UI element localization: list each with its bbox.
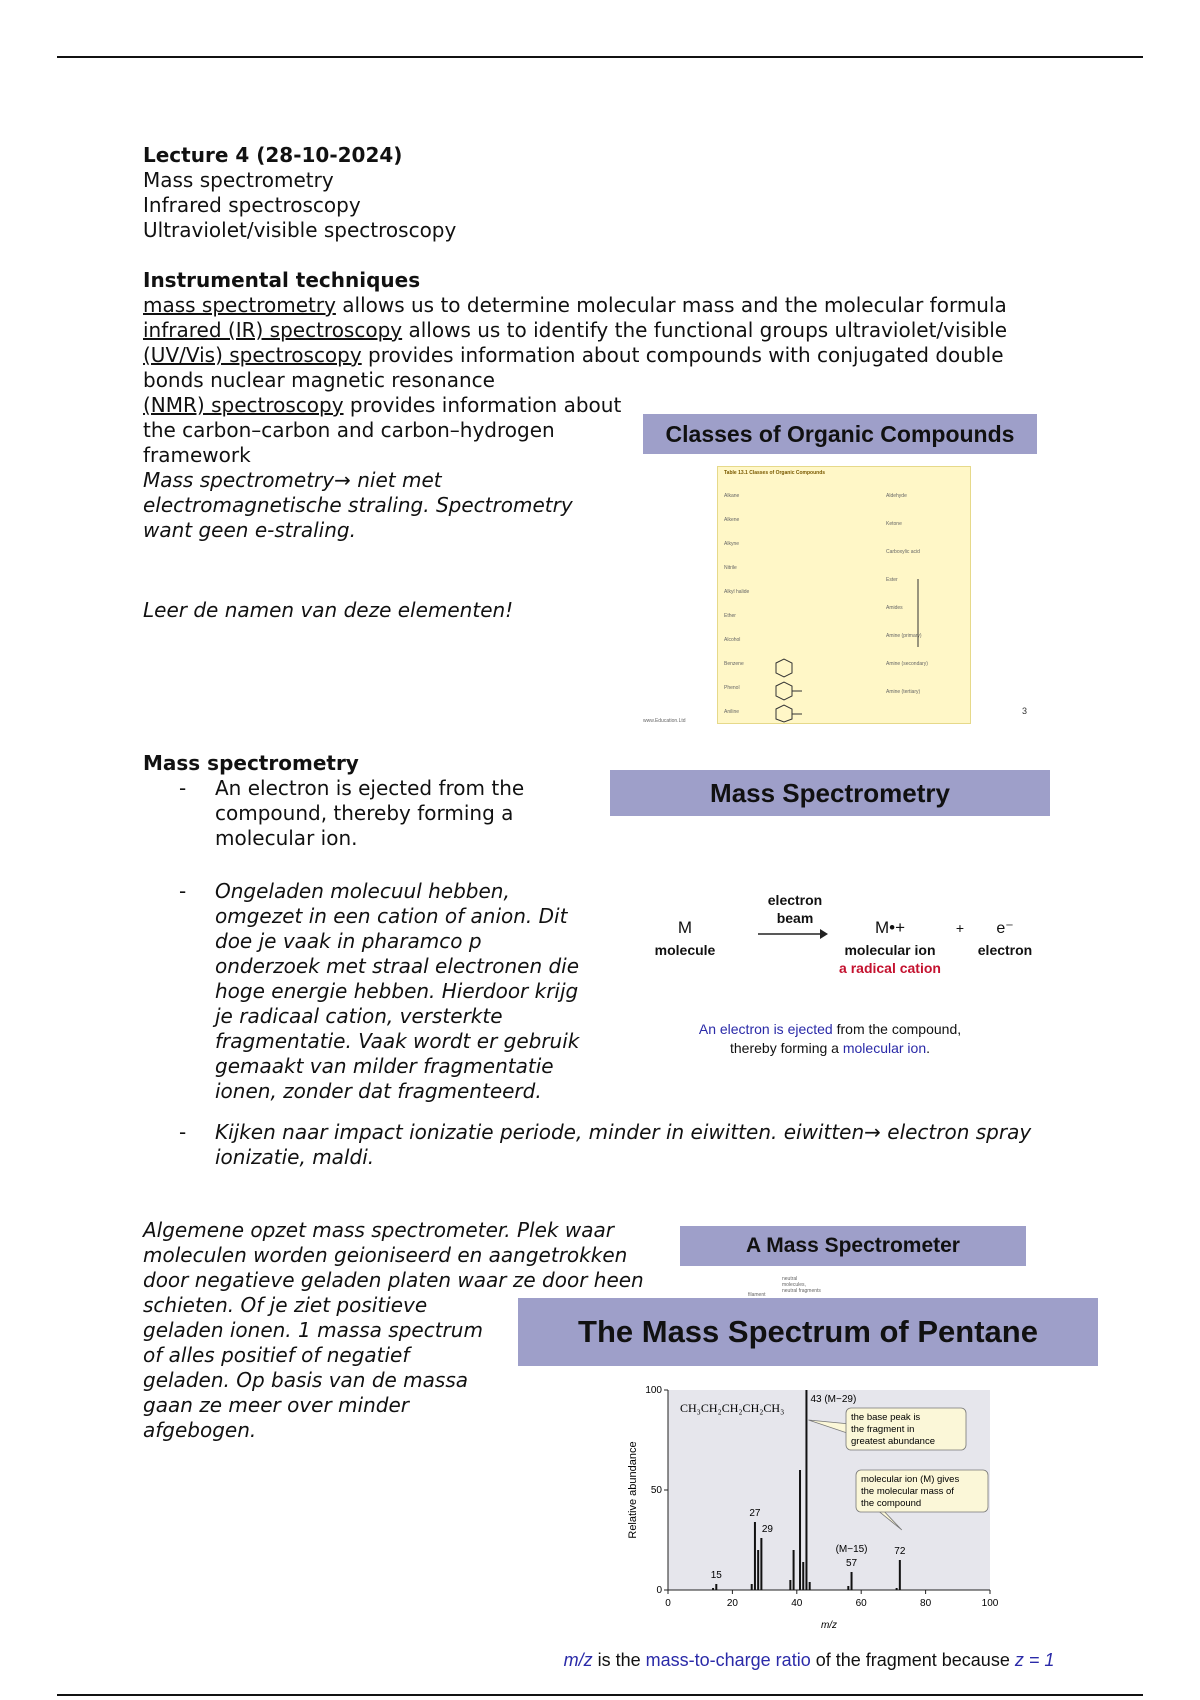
pentane-formula: CH₃CH₂CH₂CH₂CH₃ (680, 1401, 785, 1415)
molecule-symbol: M (677, 918, 693, 937)
classes-row-label: Amine (secondary) (886, 661, 928, 667)
topic-item: Mass spectrometry (143, 168, 334, 192)
instrumental-line: (NMR) spectroscopy provides information about (143, 393, 622, 417)
classes-row-label: Alcohol (724, 637, 741, 643)
bullet-item-wide (143, 1120, 1083, 1170)
classes-row-label: Benzene (724, 661, 744, 667)
classes-row-label: Ketone (886, 521, 902, 527)
classes-row-label: Alkene (724, 517, 740, 523)
ms-slide-title: Mass Spectrometry (610, 770, 1050, 816)
bullet-item: - Ongeladen molecuul hebben, omgezet in een cation of anion. Dit doe je vaak in pharamco p onderzoek met straal electronen die hoge energie hebben. Hierdoor krijg je radicaal cation, versterkte fragmentatie. Vaak wordt er gebruik gemaakt van milder fragmentatie ionen, zonder dat fragmenteerd. (179, 879, 580, 1103)
peak-label: 15 (710, 1570, 722, 1581)
setup-text: Algemene opzet mass spectrometer. Plek waar moleculen worden geioniseerd en aangetrokken door negatieve geladen platen waar ze door heen schieten. Of je ziet positieve geladen ionen. 1 massa spectrum of alles positief of negatief geladen. Op basis van de massa gaan ze meer over minder afgebogen. (143, 1218, 644, 1442)
spectrometer-tiny-label: neutral (782, 1276, 798, 1282)
y-tick-label: 50 (650, 1485, 662, 1496)
x-tick-label: 20 (726, 1598, 738, 1609)
radical-cation-label: a radical cation (839, 960, 941, 976)
electron-label: electron (977, 942, 1033, 958)
classes-row-label: Carboxylic acid (886, 549, 920, 555)
spectrometer-slide-title: A Mass Spectrometer (680, 1226, 1026, 1266)
bullet-item: - Kijken naar impact ionizatie periode, minder in eiwitten. eiwitten→ electron spray ionizatie, maldi. (179, 1120, 1032, 1169)
pentane-spectrum-chart (518, 1366, 1100, 1696)
instrumental-line: mass spectrometry allows us to determine molecular mass and the molecular formula (143, 293, 1007, 317)
aniline-ring-icon (776, 705, 792, 722)
classes-row-label: Alkyl halide (724, 589, 750, 595)
x-tick-label: 40 (791, 1598, 803, 1609)
classes-row-label: Alkane (724, 493, 740, 499)
molecule-label: molecule (654, 942, 716, 958)
slide-page-number: 3 (1022, 706, 1028, 716)
molecular-ion-callout-text: the molecular mass of (861, 1486, 954, 1497)
lecture-title: Lecture 4 (28-10-2024) (143, 143, 403, 167)
x-tick-label: 60 (855, 1598, 867, 1609)
instrumental-line: the carbon–carbon and carbon–hydrogen (143, 418, 555, 442)
beam-label-bottom: beam (776, 910, 814, 926)
base-peak-callout-text: greatest abundance (851, 1436, 935, 1447)
beam-arrow-icon (758, 928, 828, 940)
base-peak-callout-text: the fragment in (851, 1424, 915, 1435)
mass-spec-heading: Mass spectrometry (143, 751, 359, 775)
classes-table-caption: Table 13.1 Classes of Organic Compounds (724, 470, 826, 476)
ring-structures (718, 467, 970, 723)
benzene-ring-icon (776, 659, 792, 677)
classes-row-label: Aldehyde (886, 493, 907, 499)
instrumental-line: infrared (IR) spectroscopy allows us to identify the functional groups ultraviolet/visible (143, 318, 1008, 342)
x-tick-label: 0 (665, 1598, 671, 1609)
x-tick-label: 100 (981, 1598, 999, 1609)
molecular-ion-label: molecular ion (844, 942, 936, 958)
classes-row-label: Amine (primary) (886, 633, 922, 639)
classes-row-label: Ether (724, 613, 736, 619)
peak-label: 29 (761, 1524, 773, 1535)
peak-label: 72 (894, 1546, 906, 1557)
note-line: Mass spectrometry→ niet met (143, 468, 442, 492)
base-peak-callout-text: the base peak is (851, 1412, 921, 1423)
beam-label-top: electron (767, 892, 823, 908)
pentane-slide (518, 1298, 1100, 1678)
instrumental-line: bonds nuclear magnetic resonance (143, 368, 495, 392)
ms-caption: An electron is ejected from the compound, thereby forming a molecular ion. (698, 1021, 962, 1056)
classes-table (717, 466, 971, 724)
top-rule (57, 56, 1143, 58)
note-line: want geen e-straling. (143, 518, 356, 542)
classes-slide (640, 392, 1040, 732)
bullet-item: - An electron is ejected from the compound, thereby forming a molecular ion. (179, 776, 525, 850)
instrumental-heading: Instrumental techniques (143, 268, 421, 292)
spectrometer-tiny-label: molecules, (782, 1282, 806, 1288)
publisher-credit: www.Education.Ltd (643, 718, 686, 724)
classes-row-label: Phenol (724, 685, 740, 691)
pentane-footer: m/z is the mass-to-charge ratio of the fragment because z = 1 (563, 1650, 1055, 1670)
mass-spec-bullets (143, 776, 643, 1104)
peak-label: 27 (749, 1508, 761, 1519)
classes-row-label: Ester (886, 577, 898, 583)
learn-note: Leer de namen van deze elementen! (143, 598, 514, 622)
molecular-ion-symbol: M•+ (874, 918, 906, 937)
topic-item: Ultraviolet/visible spectroscopy (143, 218, 457, 242)
classes-row-label: Aniline (724, 709, 740, 715)
y-tick-label: 0 (656, 1585, 662, 1596)
classes-row-label: Alkyne (724, 541, 740, 547)
spectrometer-tiny-label: neutral fragments (782, 1288, 821, 1294)
instrumental-line: framework (143, 443, 251, 467)
ms-slide (610, 768, 1050, 1068)
x-axis-label: m/z (820, 1620, 838, 1631)
x-tick-label: 80 (920, 1598, 932, 1609)
instrumental-line: (UV/Vis) spectroscopy provides information about compounds with conjugated double (143, 343, 1004, 367)
pentane-slide-title: The Mass Spectrum of Pentane (518, 1298, 1098, 1366)
peak-label-m15: (M−15) (835, 1544, 868, 1555)
spectrometer-tiny-label: filament (748, 1292, 766, 1298)
molecular-ion-callout-text: the compound (861, 1498, 922, 1509)
topic-item: Infrared spectroscopy (143, 193, 361, 217)
electron-symbol: e⁻ (996, 920, 1014, 937)
note-line: electromagnetische straling. Spectrometry (143, 493, 573, 517)
lecture-header (143, 143, 703, 243)
classes-row-label: Amides (886, 605, 903, 611)
y-tick-label: 100 (645, 1385, 662, 1396)
phenol-ring-icon (776, 682, 792, 700)
base-peak-label: 43 (M−29) (810, 1394, 857, 1405)
classes-row-label: Amine (tertiary) (886, 689, 921, 695)
molecular-ion-callout-text: molecular ion (M) gives (861, 1474, 960, 1485)
plus-sign: + (955, 920, 965, 936)
classes-row-label: Nitrile (724, 565, 737, 571)
peak-label: 57 (845, 1558, 858, 1569)
classes-slide-title: Classes of Organic Compounds (643, 414, 1037, 454)
y-axis-label: Relative abundance (627, 1441, 639, 1539)
